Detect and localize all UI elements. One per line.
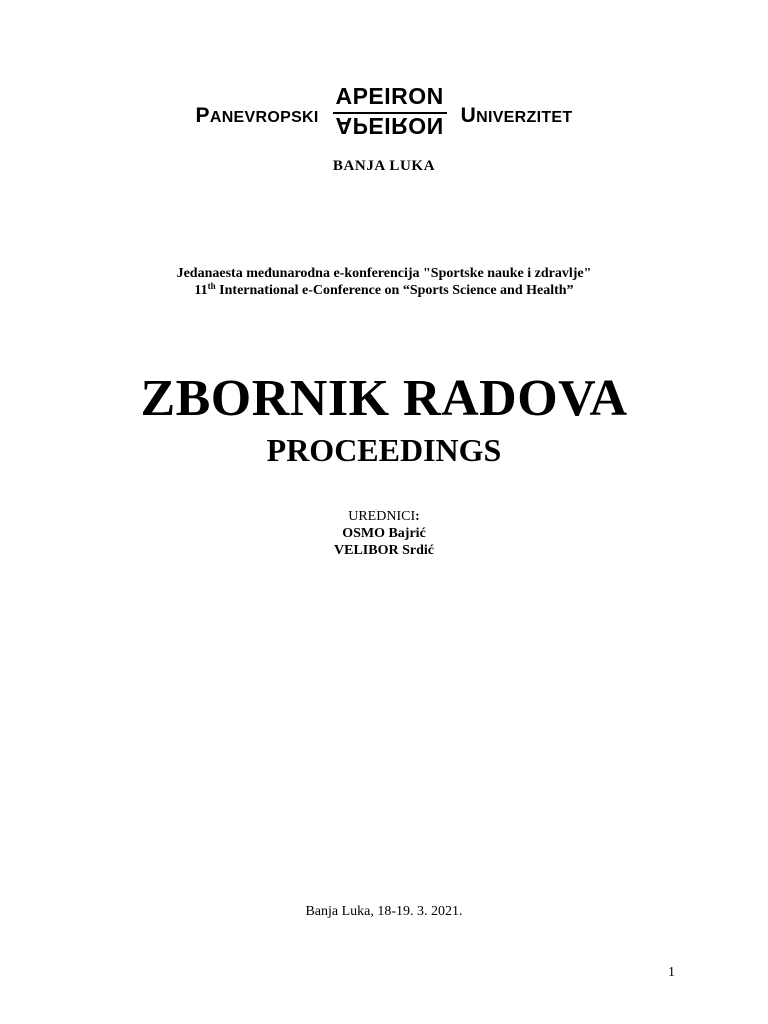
logo-text-mirrored: APEIRON: [335, 113, 444, 139]
page-title: ZBORNIK RADOVA: [140, 370, 628, 427]
place-and-date: Banja Luka, 18-19. 3. 2021.: [305, 904, 463, 919]
editors-block: [0, 508, 768, 559]
university-left-initial: P: [195, 104, 210, 127]
city-label: BANJA LUKA: [332, 158, 436, 174]
university-right-rest: NIVERZITET: [476, 109, 573, 126]
editors-label-colon: :: [415, 509, 420, 524]
logo-text: APEIRON: [335, 83, 444, 109]
conference-line-local: Jedanaesta međunarodna e-konferencija "Sportske nauke i zdravlje": [176, 266, 592, 281]
university-name-left: [196, 104, 319, 128]
editors-label-text: UREDNICI: [348, 509, 416, 524]
conference-info: [0, 265, 768, 299]
apeiron-logo: [327, 82, 453, 146]
editors-label: [0, 508, 768, 525]
university-name-right: [461, 104, 573, 128]
editor-name: VELIBOR Srdić: [334, 543, 434, 558]
university-header: [0, 82, 768, 146]
conference-line-english: [0, 282, 768, 299]
page-subtitle: PROCEEDINGS: [266, 432, 502, 468]
page-number: 1: [668, 965, 675, 980]
conference-ordinal-suffix: th: [207, 281, 216, 291]
conference-number: 11: [194, 283, 208, 298]
university-right-initial: U: [460, 104, 477, 127]
university-left-rest: ANEVROPSKI: [209, 109, 319, 126]
conference-english-text: International e-Conference on “Sports Science and Health”: [215, 283, 574, 298]
editor-name: OSMO Bajrić: [342, 526, 426, 541]
